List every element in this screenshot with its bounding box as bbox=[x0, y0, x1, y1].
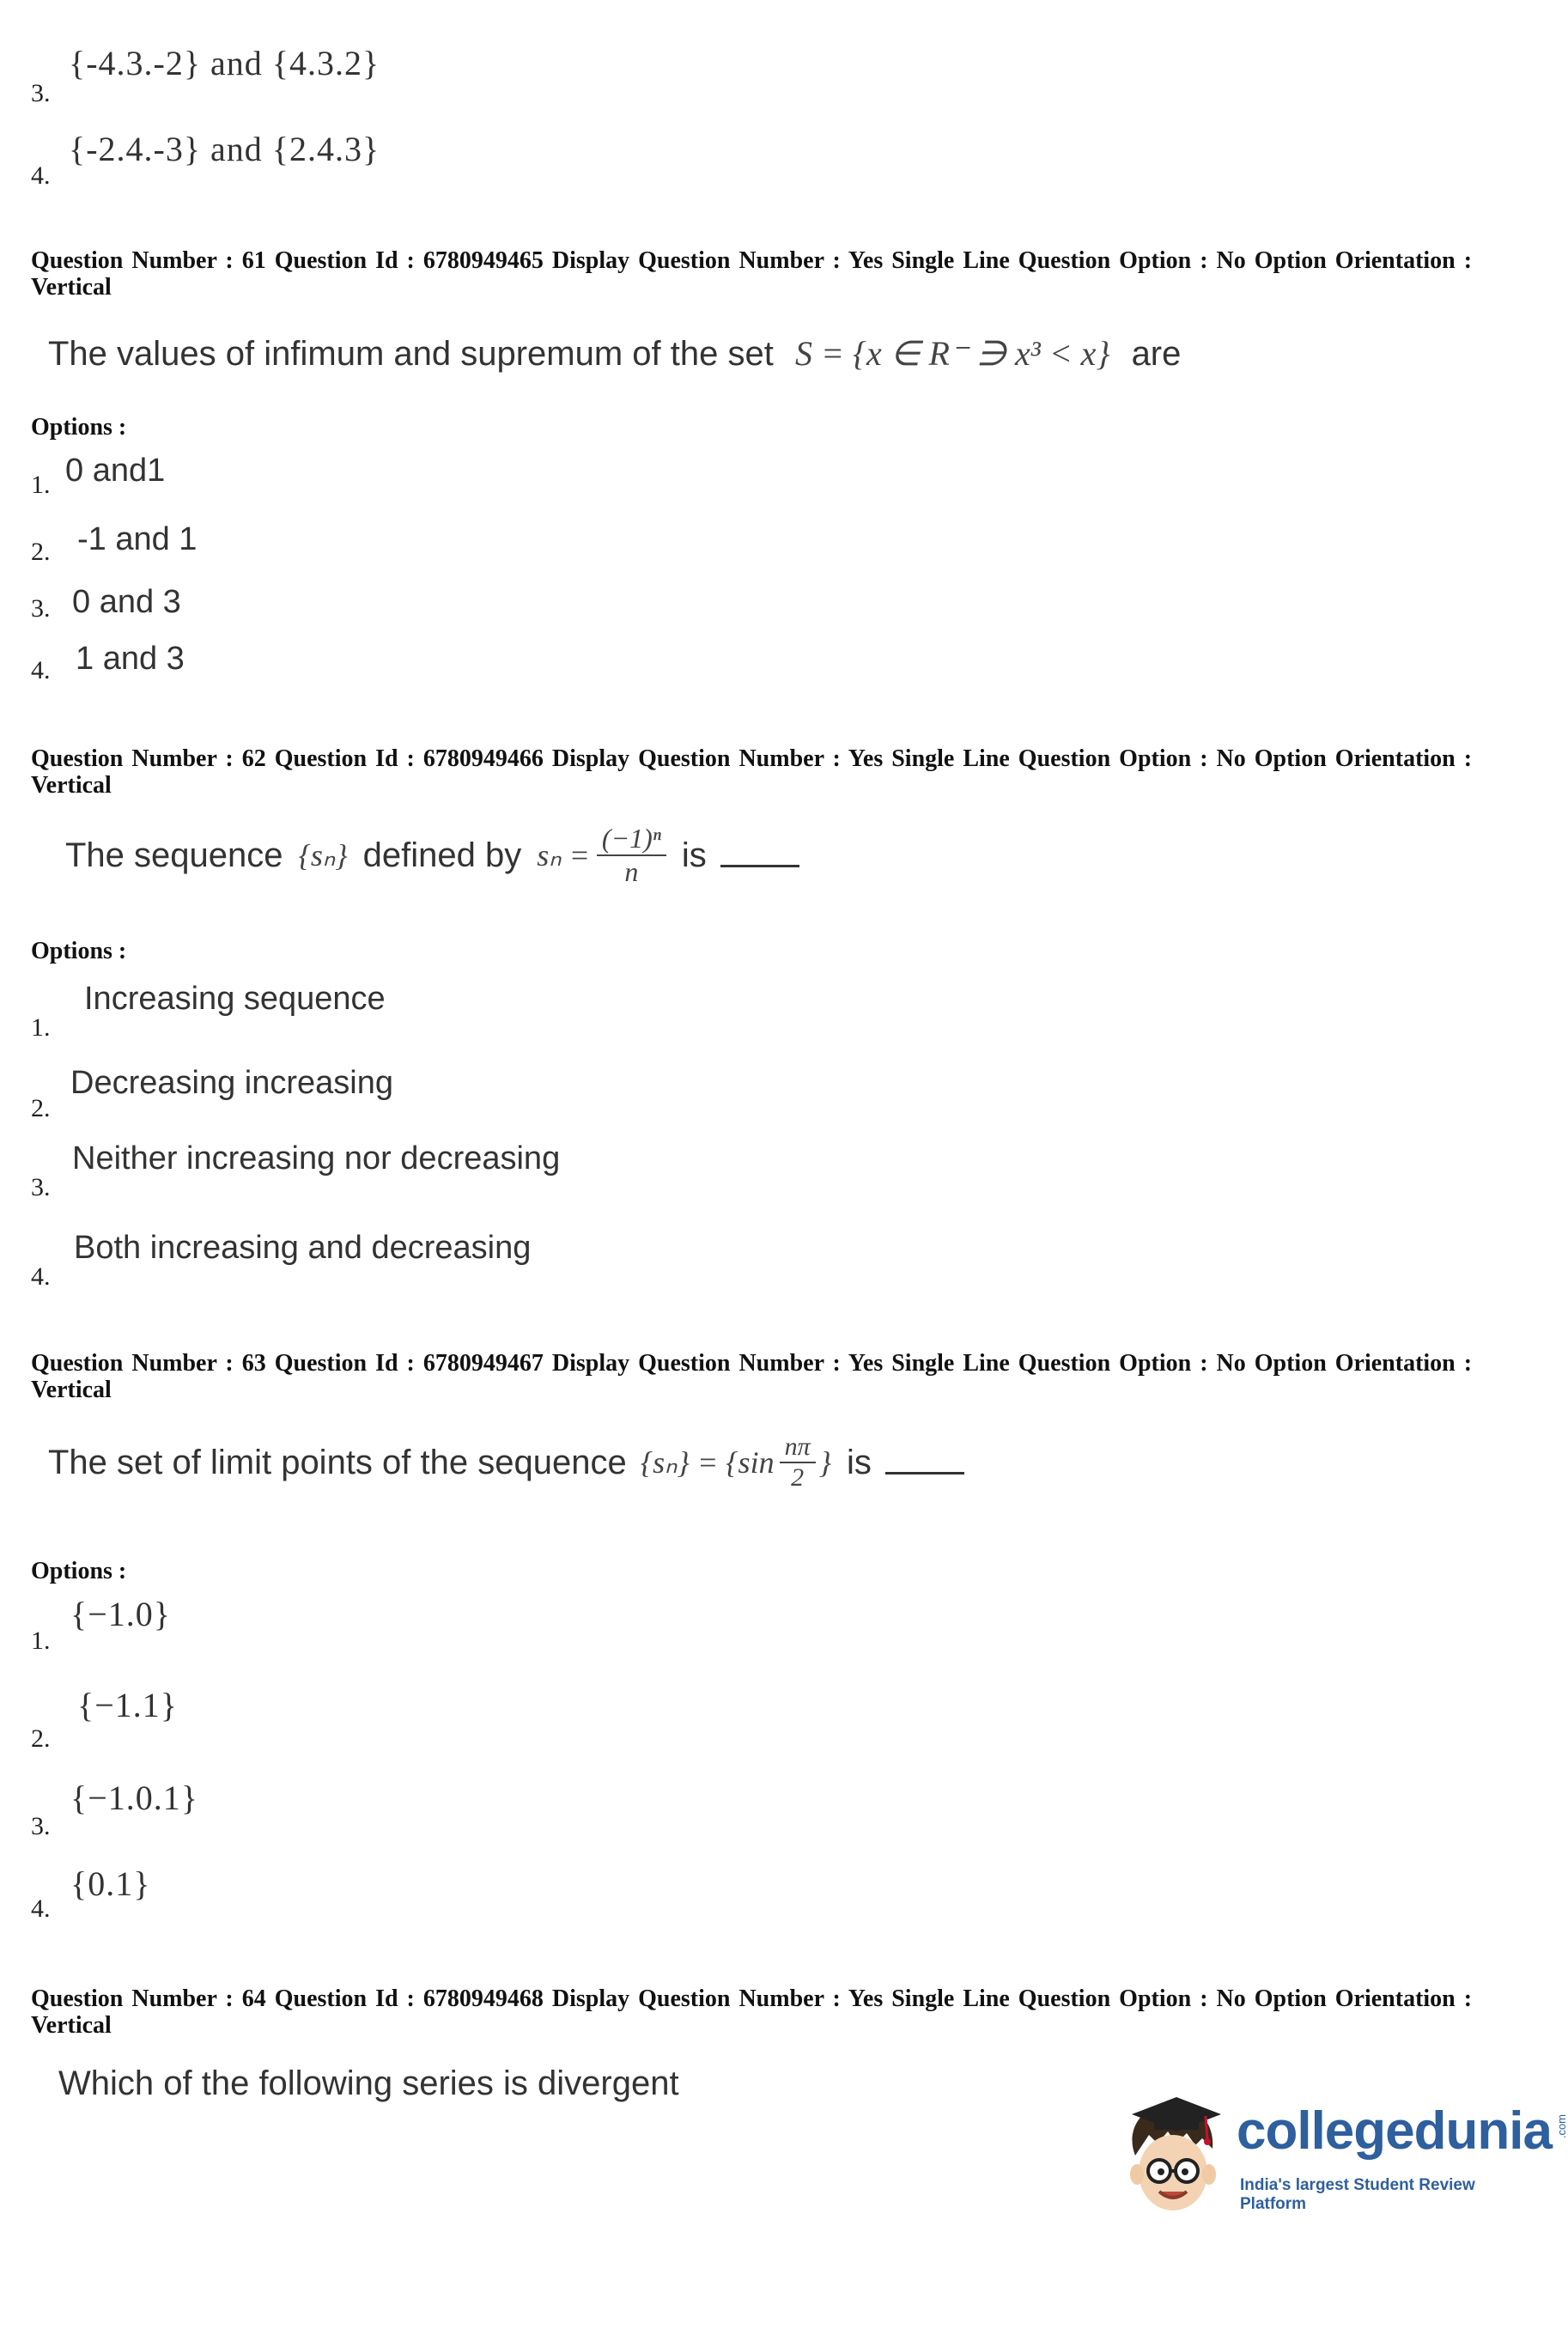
math-lhs: {sₙ} = {sin bbox=[640, 1445, 775, 1480]
question-text-62 bbox=[65, 823, 799, 888]
option-text: 0 and 3 bbox=[72, 584, 181, 620]
option-text: Neither increasing nor decreasing bbox=[72, 1140, 561, 1177]
option-number: 1. bbox=[31, 1013, 51, 1042]
math-fraction bbox=[780, 1432, 816, 1493]
option-number: 1. bbox=[31, 1627, 51, 1655]
option-number: 4. bbox=[31, 1262, 51, 1291]
question-text: are bbox=[1131, 335, 1182, 373]
option-number: 4. bbox=[31, 656, 51, 684]
math-expression: S = {x ∈ R⁻ ∋ x³ < x} bbox=[794, 334, 1110, 373]
answer-blank bbox=[885, 1468, 964, 1475]
option-text: -1 and 1 bbox=[77, 521, 198, 557]
options-label: Options : bbox=[31, 938, 127, 964]
collegedunia-logo bbox=[1116, 2095, 1568, 2224]
options-label: Options : bbox=[31, 1558, 127, 1584]
option-text: 0 and1 bbox=[65, 453, 166, 489]
question-text-63 bbox=[48, 1432, 964, 1493]
mascot-icon bbox=[1116, 2095, 1237, 2224]
option-number: 3. bbox=[31, 79, 51, 107]
option-number: 2. bbox=[31, 1094, 51, 1122]
option-number: 4. bbox=[31, 161, 51, 190]
math-lhs: sₙ = bbox=[537, 838, 590, 873]
option-text: Decreasing increasing bbox=[70, 1065, 393, 1101]
question-text: The values of infimum and supremum of the set bbox=[48, 335, 774, 373]
question-text: The set of limit points of the sequence bbox=[48, 1443, 627, 1481]
question-meta-63: Question Number : 63 Question Id : 6780949467 Display Question Number : Yes Single Line Question Option : No Option Orientation : Vertical bbox=[31, 1350, 1473, 1403]
logo-wordmark bbox=[1237, 2101, 1568, 2162]
option-number: 3. bbox=[31, 1173, 51, 1201]
option-number: 1. bbox=[31, 471, 51, 499]
option-text: Both increasing and decreasing bbox=[74, 1230, 532, 1266]
fraction-denominator: 2 bbox=[791, 1463, 805, 1492]
options-label: Options : bbox=[31, 414, 127, 441]
question-text-61 bbox=[48, 333, 1181, 374]
fraction-numerator: (−1)ⁿ bbox=[597, 823, 666, 856]
option-number: 2. bbox=[31, 1724, 51, 1753]
logo-tagline: India's largest Student Review Platform bbox=[1240, 2176, 1475, 2213]
option-text: {−1.0} bbox=[70, 1595, 171, 1633]
question-meta-61: Question Number : 61 Question Id : 6780949465 Display Question Number : Yes Single Line Question Option : No Option Orientation : Vertical bbox=[31, 247, 1473, 301]
question-text: defined by bbox=[362, 836, 522, 874]
option-text: 1 and 3 bbox=[76, 641, 185, 677]
fraction-denominator: n bbox=[624, 856, 639, 887]
question-text-64: Which of the following series is divergent bbox=[58, 2064, 679, 2102]
fraction-numerator: nπ bbox=[780, 1432, 816, 1463]
option-number: 3. bbox=[31, 1812, 51, 1840]
question-text: is bbox=[847, 1443, 872, 1481]
option-number: 4. bbox=[31, 1894, 51, 1923]
logo-suffix: .com bbox=[1554, 2114, 1568, 2139]
question-meta-64: Question Number : 64 Question Id : 6780949468 Display Question Number : Yes Single Line Question Option : No Option Orientation : Vertical bbox=[31, 1985, 1473, 2039]
option-text: {−1.0.1} bbox=[70, 1779, 198, 1817]
option-text: {0.1} bbox=[70, 1864, 151, 1903]
option-text: Increasing sequence bbox=[84, 981, 386, 1017]
math-sequence: {sₙ} bbox=[298, 838, 348, 873]
option-text: {-4.3.-2} and {4.3.2} bbox=[69, 44, 380, 82]
option-text: {-2.4.-3} and {2.4.3} bbox=[69, 130, 380, 168]
math-rhs: } bbox=[818, 1445, 832, 1480]
option-number: 3. bbox=[31, 594, 51, 623]
option-number: 2. bbox=[31, 538, 51, 566]
question-meta-62: Question Number : 62 Question Id : 6780949466 Display Question Number : Yes Single Line Question Option : No Option Orientation : Vertical bbox=[31, 745, 1473, 799]
question-text: The sequence bbox=[65, 836, 283, 874]
math-fraction bbox=[597, 823, 666, 888]
question-text: is bbox=[681, 836, 707, 874]
answer-blank bbox=[720, 861, 799, 867]
logo-name: collegedunia bbox=[1237, 2101, 1552, 2161]
option-text: {−1.1} bbox=[77, 1686, 178, 1724]
